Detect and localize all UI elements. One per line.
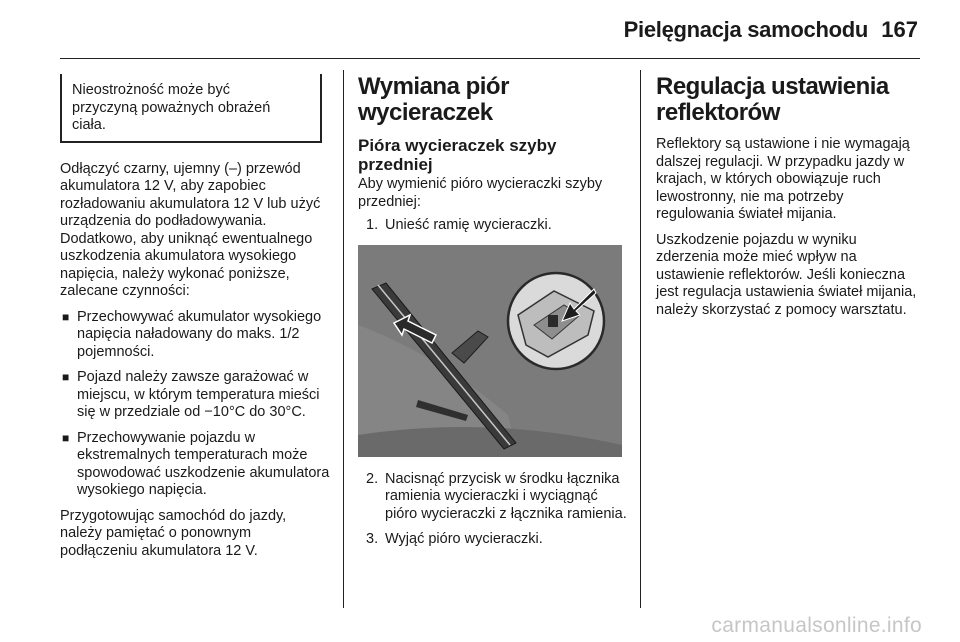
wiper-section-heading: Wymiana piór wycieraczek (358, 73, 509, 126)
wiper-intro: Aby wymienić pióro wycieraczki szyby przedniej: (358, 176, 603, 210)
bullet-icon: ■ (62, 309, 70, 324)
header-rule (60, 58, 920, 59)
page-header (0, 0, 960, 58)
column-divider-right (640, 70, 641, 608)
step-number: 2. (366, 470, 379, 487)
list-item-text: Pojazd należy zawsze garażować w miejscu, w którym temperatura mieści się w przedziale od −10°C do 30°C. (77, 369, 320, 420)
battery-disconnect-paragraph: Odłączyć czarny, ujemny (–) przewód akumulatora 12 V, aby zapobiec rozładowaniu akumulatora 12 V lub użyć urządzenia do podładowywania. Dodatkowo, aby uniknąć ewentualnego uszkodzenia akumulatora wysokiego napięcia, należy wykonać poniższe, zalecane czynności: (60, 160, 321, 299)
warning-line: ciała. (72, 117, 106, 133)
list-item-text: Przechowywać akumulator wysokiego napięcia naładowany do maks. 1/2 pojemności. (77, 308, 322, 360)
bullet-icon: ■ (62, 430, 70, 445)
column-left (60, 74, 330, 568)
column-middle (358, 74, 628, 557)
bullet-icon: ■ (62, 370, 70, 384)
column-divider-left (343, 70, 344, 608)
watermark: carmanualsonline.info (711, 614, 922, 637)
reconnect-paragraph: Przygotowując samochód do jazdy, należy pamiętać o ponownym podłączeniu akumulatora 12 V. (60, 507, 287, 559)
wiper-subheading: Pióra wycieraczek szyby przedniej (358, 136, 557, 174)
wiper-illustration (358, 245, 622, 457)
headlight-section-heading: Regulacja ustawienia reflektorów (656, 73, 889, 126)
step-item (358, 531, 628, 549)
step-item (358, 471, 628, 524)
list-item-text: Przechowywanie pojazdu w ekstremalnych temperaturach może spowodować uszkodzenie akumulatora wysokiego napięcia. (77, 429, 330, 498)
step-text: Unieść ramię wycieraczki. (385, 217, 552, 233)
step-number: 1. (366, 217, 379, 233)
wiper-steps-continued (358, 471, 628, 549)
step-text: Nacisnąć przycisk w środku łącznika ramienia wycieraczki i wyciągnąć pióro wycieraczki z łącznika ramienia. (385, 470, 627, 522)
warning-line: przyczyną poważnych obrażeń (72, 99, 271, 116)
step-item (358, 217, 628, 235)
list-item (60, 309, 330, 362)
step-number: 3. (366, 531, 379, 547)
warning-line: Nieostrożność może być (72, 82, 230, 98)
page-title: Pielęgnacja samochodu (623, 17, 868, 42)
list-item (60, 369, 330, 422)
step-text: Wyjąć pióro wycieraczki. (385, 531, 543, 547)
warning-box (60, 74, 322, 143)
wiper-steps (358, 217, 628, 235)
page-number: 167 (881, 17, 918, 42)
recommendation-list (60, 309, 330, 500)
list-item (60, 430, 330, 500)
column-right (656, 74, 922, 327)
headlight-paragraph-2: Uszkodzenie pojazdu w wyniku zderzenia może mieć wpływ na ustawienie reflektorów. Jeśli konieczna jest regulacja ustawienia świateł mijania, należy skorzystać z pomocy warsztatu. (656, 231, 917, 318)
headlight-paragraph-1: Reflektory są ustawione i nie wymagają dalszej regulacji. W przypadku jazdy w krajach, w których obowiązuje ruch lewostronny, nie ma potrzeby regulowania świateł mijania. (656, 136, 910, 222)
wiper-illustration-svg (358, 245, 622, 457)
